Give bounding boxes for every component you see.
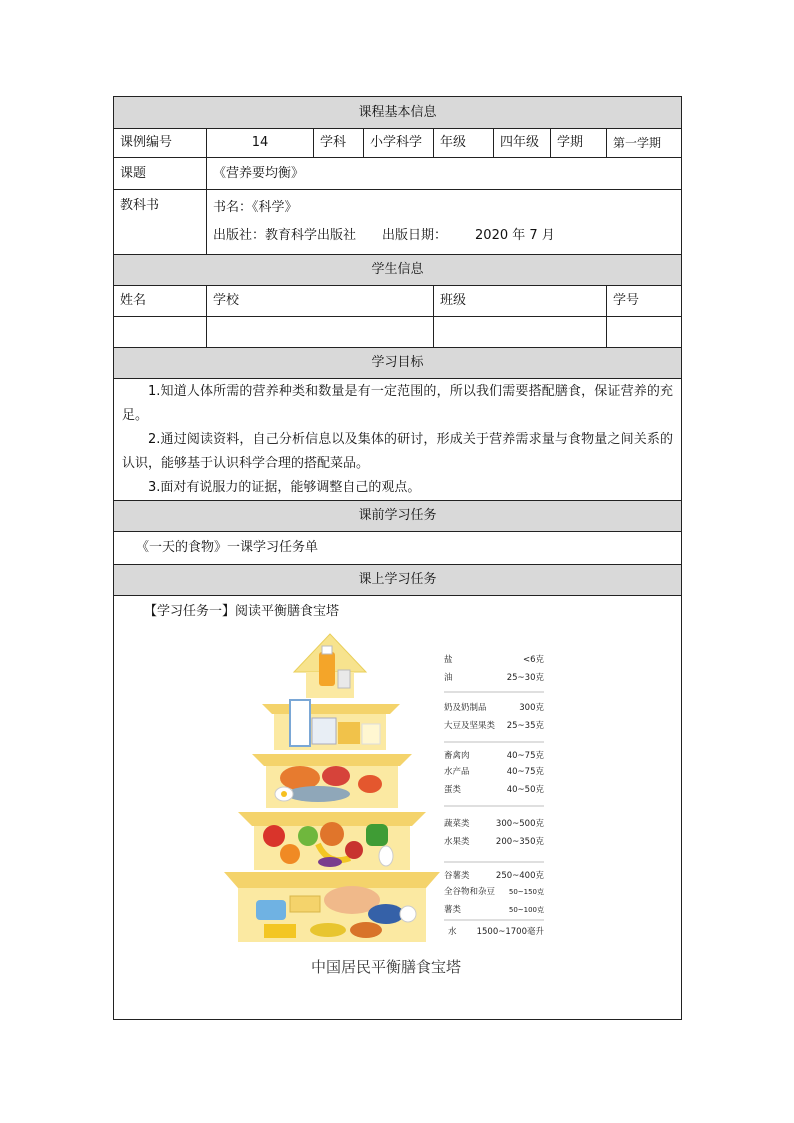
publisher-line [213,222,675,250]
section-header-basic: 课程基本信息 [114,97,682,129]
pyramid-tier-dairy [262,700,400,750]
name-label: 姓名 [114,286,207,317]
orange-icon [280,844,300,864]
class-task-content [114,596,682,1020]
school-input[interactable] [207,317,434,348]
pyramid-item-name: 大豆及坚果类 [444,721,496,731]
rice-bowl-icon [256,900,286,920]
pubdate-label: 出版日期： [382,228,448,243]
goals-content [114,379,682,501]
grape-icon [298,826,318,846]
pumpkin-icon [320,822,344,846]
pyramid-item-amount: 25~35克 [506,721,544,731]
topic-label: 课题 [114,158,207,190]
course-info-table [113,96,682,1020]
pre-task-text: 《一天的食物》一课学习任务单 [114,532,682,565]
food-pyramid-figure [114,596,680,1020]
pyramid-item-name: 畜禽肉 [444,751,470,761]
tomato-icon [345,841,363,859]
apple-icon [263,825,285,847]
pyramid-item-amount: 50~100克 [508,906,544,914]
broccoli-icon [366,824,388,846]
grade-label: 年级 [434,129,494,158]
shrimp-icon [358,775,382,793]
salt-shaker-icon [338,670,350,688]
section-header-student: 学生信息 [114,255,682,286]
subject-label: 学科 [314,129,364,158]
oil-bottle-icon [319,652,335,686]
pyramid-item-name: 蛋类 [444,785,462,795]
tofu-icon [362,724,380,744]
corn-icon [310,923,346,937]
pyramid-caption: 中国居民平衡膳食宝塔 [310,958,462,976]
cake-icon [264,924,296,938]
student-id-label: 学号 [607,286,682,317]
fish-icon [286,786,350,802]
pyramid-item-amount: 25~30克 [506,673,544,683]
mantou-icon [400,906,416,922]
class-input[interactable] [434,317,607,348]
pyramid-item-name: 蔬菜类 [444,819,470,829]
pyramid-amount-list [444,654,544,937]
goal-item: 3.面对有说服力的证据，能够调整自己的观点。 [148,479,421,495]
book-name: 书名：《科学》 [213,200,298,215]
publisher: 出版社：教育科学出版社 [213,228,357,243]
pyramid-item-name: 水 [448,927,457,937]
meat-icon [322,766,350,786]
sweet-potato-icon [350,922,382,938]
pyramid-item-name: 薯类 [444,905,462,915]
bowl-icon [368,904,404,924]
milk-carton-icon [290,700,310,746]
pyramid-item-name: 谷薯类 [444,871,470,881]
pyramid-item-name: 水产品 [444,767,470,777]
pyramid-item-name: 水果类 [444,837,470,847]
cheese-icon [338,722,360,744]
pyramid-item-name: 盐 [444,655,453,665]
textbook-info [207,190,682,255]
pyramid-item-amount: 1500~1700毫升 [476,927,544,937]
goal-item: 2.通过阅读资料，自己分析信息以及集体的研讨，形成关于营养需求量与食物量之间关系的认识，能够基于认识科学合理的搭配菜品。 [122,431,674,471]
pyramid-tier-grains [224,872,440,942]
pyramid-item-amount: 300克 [519,703,544,713]
pyramid-tier-salt-oil [294,634,366,698]
pyramid-item-name: 油 [444,673,453,683]
pyramid-tier-meat [252,754,412,808]
goal-item: 1.知道人体所需的营养种类和数量是有一定范围的，所以我们需要搭配膳食，保证营养的充足。 [122,383,674,423]
bread-icon [290,896,320,912]
term-label: 学期 [551,129,607,158]
case-no-label: 课例编号 [114,129,207,158]
pyramid-item-amount: 300~500克 [495,819,544,829]
section-header-pre-task: 课前学习任务 [114,501,682,532]
student-id-input[interactable] [607,317,682,348]
radish-icon [379,846,393,866]
pubdate-value: 2020 年 7 月 [475,228,555,243]
subject-value: 小学科学 [364,129,434,158]
task1-title: 【学习任务一】阅读平衡膳食宝塔 [144,604,340,619]
topic-value: 《营养要均衡》 [207,158,682,190]
pyramid-item-amount: <6克 [522,655,544,665]
class-label: 班级 [434,286,607,317]
textbook-label: 教科书 [114,190,207,255]
pyramid-item-amount: 40~75克 [506,751,544,761]
eggplant-icon [318,857,342,867]
section-header-class-task: 课上学习任务 [114,565,682,596]
school-label: 学校 [207,286,434,317]
pyramid-item-amount: 250~400克 [495,871,544,881]
pyramid-item-amount: 50~150克 [508,888,544,896]
grade-value: 四年级 [494,129,551,158]
pyramid-item-name: 全谷物和杂豆 [444,887,496,897]
name-input[interactable] [114,317,207,348]
pyramid-item-amount: 40~75克 [506,767,544,777]
term-value: 第一学期 [607,129,682,158]
pyramid-item-name: 奶及奶制品 [444,703,487,713]
pyramid-item-amount: 40~50克 [506,785,544,795]
milk-jug-icon [312,718,336,744]
pyramid-item-amount: 200~350克 [495,837,544,847]
pyramid-tier-vegetables [238,812,426,870]
case-no-value: 14 [207,129,314,158]
section-header-goals: 学习目标 [114,348,682,379]
